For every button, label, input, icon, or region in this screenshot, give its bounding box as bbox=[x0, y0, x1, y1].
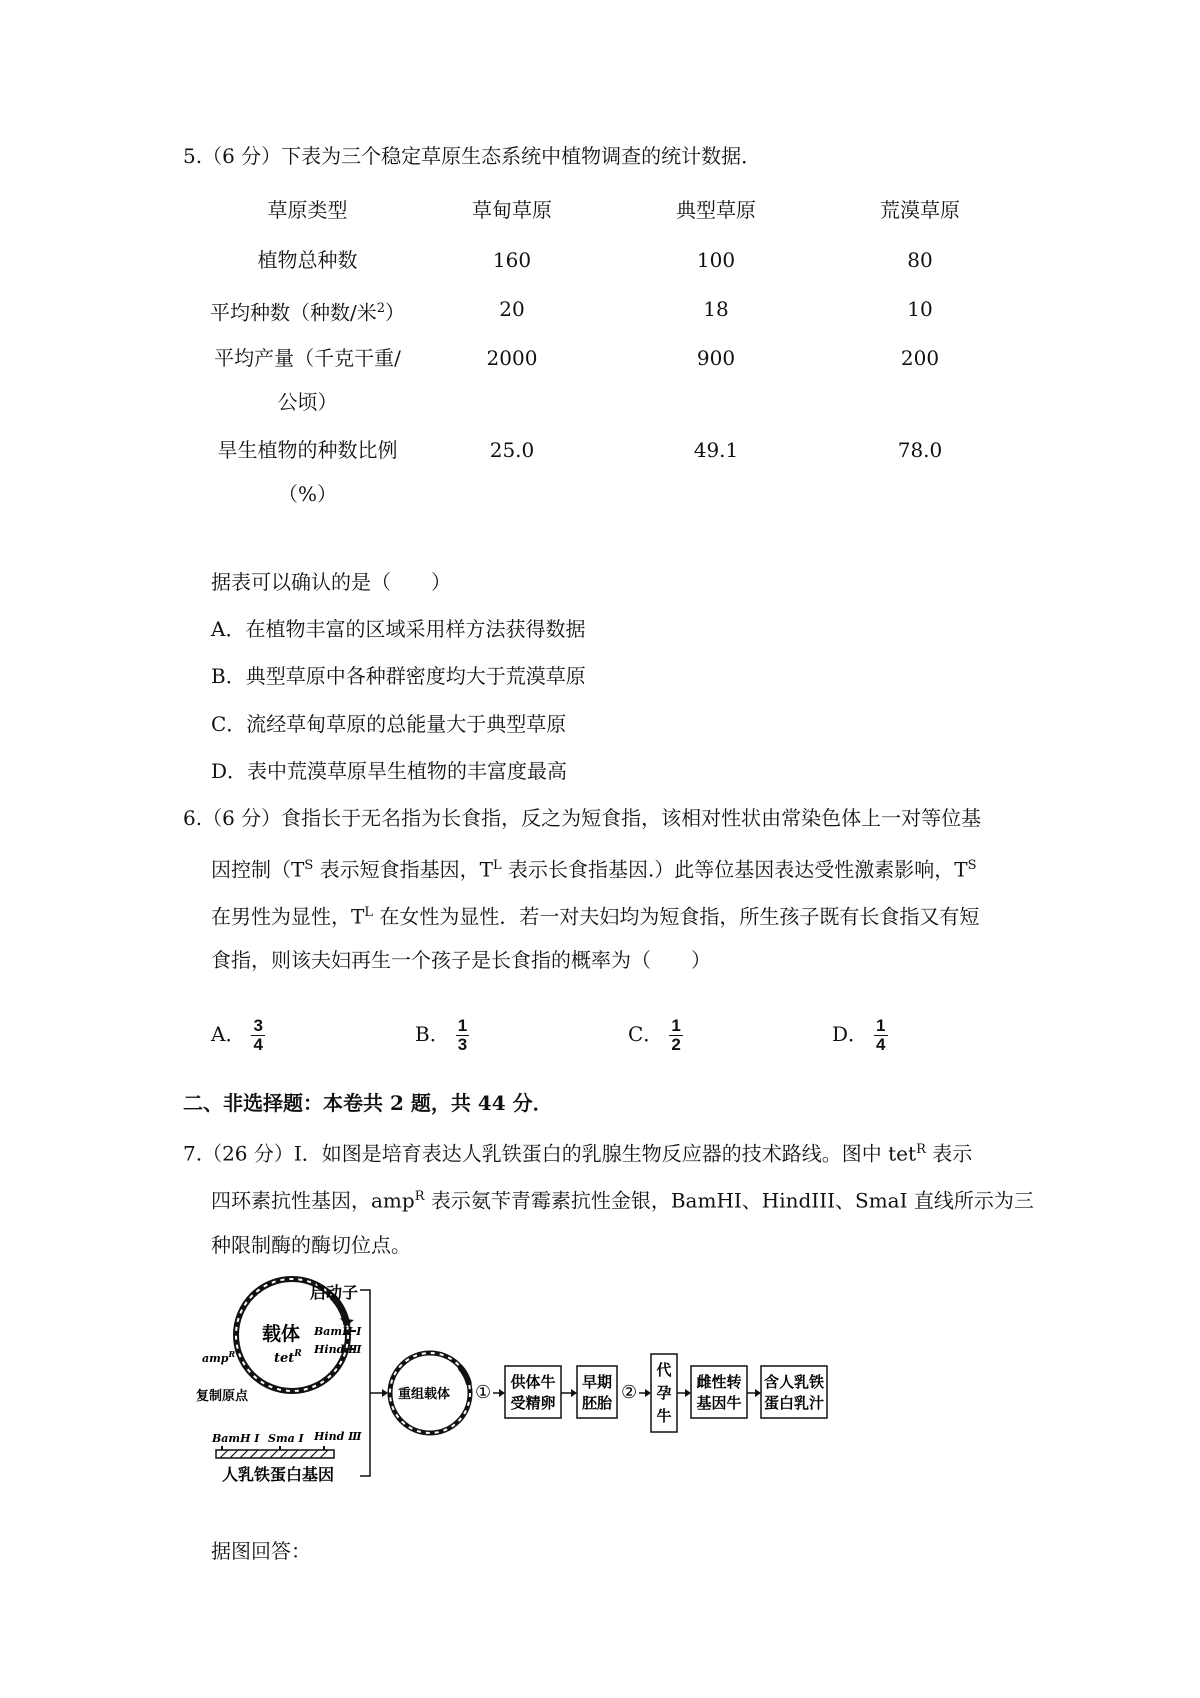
q6-line4: 食指，则该夫妇再生一个孩子是长食指的概率为（ ） bbox=[211, 948, 711, 972]
box-surrogate-l3: 牛 bbox=[656, 1407, 672, 1425]
box-early-embryo-l1: 早期 bbox=[581, 1373, 613, 1391]
fraction: $\frac{1}{3}$ bbox=[457, 1016, 468, 1054]
merge-bracket bbox=[360, 1290, 370, 1476]
q5-option-b: B．典型草原中各种群密度均大于荒漠草原 bbox=[211, 664, 586, 688]
step1-label: ① bbox=[475, 1382, 492, 1403]
recombinant-label: 重组载体 bbox=[398, 1387, 451, 1402]
q7-after-diagram: 据图回答： bbox=[211, 1539, 311, 1563]
step2-label: ② bbox=[621, 1382, 638, 1403]
row-label: 平均种数（种数/米$^2$） bbox=[209, 300, 406, 325]
table-cell: 200 bbox=[900, 346, 940, 370]
vector-label: 载体 bbox=[262, 1323, 301, 1345]
arrowhead bbox=[571, 1389, 577, 1397]
q5-option-c: C．流经草甸草原的总能量大于典型草原 bbox=[211, 712, 567, 736]
table-cell: 20 bbox=[499, 297, 525, 321]
q7-line1: 7.（26 分）Ⅰ．如图是培育表达人乳铁蛋白的乳腺生物反应器的技术路线。图中 tet$^R$ 表示 bbox=[183, 1141, 973, 1166]
box-surrogate-l1: 代 bbox=[656, 1361, 672, 1379]
hindiii-label-gene: Hind Ⅲ bbox=[314, 1430, 362, 1443]
ori-label: 复制原点 bbox=[196, 1389, 249, 1404]
q6-option-b: B． $\frac{1}{3}$ bbox=[415, 1016, 468, 1054]
q5-prompt: 据表可以确认的是（ ） bbox=[211, 570, 451, 594]
table-cell: 900 bbox=[696, 346, 736, 370]
bioreactor-diagram bbox=[196, 1280, 830, 1510]
table-cell: 80 bbox=[907, 248, 933, 272]
q7-line2: 四环素抗性基因，amp$^R$ 表示氨苄青霉素抗性金银，BamHI、HindIII、SmaI 直线所示为三 bbox=[211, 1188, 1034, 1213]
smai-label-gene: Sma Ⅰ bbox=[268, 1432, 304, 1445]
box-milk-l1: 含人乳铁 bbox=[763, 1373, 825, 1391]
q7-line3: 种限制酶的酶切位点。 bbox=[211, 1233, 411, 1257]
header-type: 草原类型 bbox=[267, 198, 348, 222]
section-heading: 二、非选择题：本卷共 2 题，共 44 分． bbox=[183, 1091, 553, 1115]
q6-line3: 在男性为显性，$T^L$ 在女性为显性．若一对夫妇均为短食指，所生孩子既有长食指又有短 bbox=[211, 904, 980, 929]
promoter-label: 启动子 bbox=[310, 1283, 359, 1302]
recombinant-insert bbox=[460, 1367, 469, 1384]
box-donor-egg-l1: 供体牛 bbox=[510, 1373, 556, 1391]
table-cell: 160 bbox=[492, 248, 532, 272]
table-row bbox=[205, 436, 1022, 516]
header-desert: 荒漠草原 bbox=[880, 198, 960, 222]
box-donor-egg-l2: 受精卵 bbox=[510, 1394, 556, 1412]
table-row bbox=[205, 344, 1022, 436]
header-typical: 典型草原 bbox=[676, 198, 756, 222]
table-cell: 78.0 bbox=[897, 438, 943, 462]
row-label: 平均产量（千克干重/ 公顷） bbox=[214, 346, 401, 414]
row-label: 旱生植物的种数比例 （%） bbox=[217, 438, 398, 506]
fraction: $\frac{3}{4}$ bbox=[253, 1016, 263, 1054]
fraction: $\frac{1}{4}$ bbox=[876, 1016, 886, 1054]
q5-option-a: A．在植物丰富的区域采用样方法获得数据 bbox=[211, 617, 586, 641]
table-cell: 18 bbox=[703, 297, 729, 321]
amp-label: amp$^R$ bbox=[202, 1349, 236, 1365]
q6-option-c: C． $\frac{1}{2}$ bbox=[628, 1016, 681, 1054]
table-cell: 2000 bbox=[486, 346, 538, 370]
box-transgenic-l2: 基因牛 bbox=[696, 1394, 742, 1412]
q6-line1: 6.（6 分）食指长于无名指为长食指，反之为短食指，该相对性状由常染色体上一对等位基 bbox=[183, 806, 982, 830]
box-milk-l2: 蛋白乳汁 bbox=[763, 1394, 825, 1412]
arrowhead bbox=[755, 1389, 761, 1397]
header-meadow: 草甸草原 bbox=[472, 198, 552, 222]
box-early-embryo-l2: 胚胎 bbox=[581, 1394, 613, 1412]
table-cell: 25.0 bbox=[489, 438, 535, 462]
tet-label: tet$^R$ bbox=[274, 1349, 302, 1366]
table-cell: 10 bbox=[907, 297, 933, 321]
box-transgenic-l1: 雌性转 bbox=[696, 1373, 742, 1391]
row-label: 植物总种数 bbox=[257, 248, 358, 272]
human-gene-label: 人乳铁蛋白基因 bbox=[222, 1465, 335, 1484]
table-cell: 100 bbox=[696, 248, 736, 272]
table-row bbox=[205, 246, 1022, 295]
table-cell: 49.1 bbox=[693, 438, 739, 462]
table-row bbox=[205, 295, 1022, 344]
bamhi-label-vector: BamH Ⅰ bbox=[314, 1325, 362, 1338]
q6-option-a: A． $\frac{3}{4}$ bbox=[211, 1016, 263, 1054]
q6-option-d: D． $\frac{1}{4}$ bbox=[832, 1016, 886, 1054]
box-surrogate-l2: 孕 bbox=[656, 1384, 672, 1402]
arrowhead bbox=[645, 1389, 651, 1397]
q5-stem: 5.（6 分）下表为三个稳定草原生态系统中植物调查的统计数据． bbox=[183, 144, 762, 168]
q6-line2: 因控制（$T^S$ 表示短食指基因，$T^L$ 表示长食指基因.）此等位基因表达受性激素影响，$T^S$ bbox=[211, 857, 977, 882]
bamhi-label-gene: BamH Ⅰ bbox=[212, 1432, 260, 1445]
fraction: $\frac{1}{2}$ bbox=[671, 1016, 681, 1054]
arrowhead bbox=[685, 1389, 691, 1397]
table-header-row bbox=[205, 196, 1022, 246]
arrowhead bbox=[499, 1389, 505, 1397]
q5-option-d: D．表中荒漠草原旱生植物的丰富度最高 bbox=[211, 759, 568, 783]
grassland-table bbox=[205, 196, 1022, 516]
merge-arrowhead bbox=[382, 1389, 388, 1397]
hindiii-label-vector: Hind Ⅲ bbox=[314, 1343, 362, 1356]
